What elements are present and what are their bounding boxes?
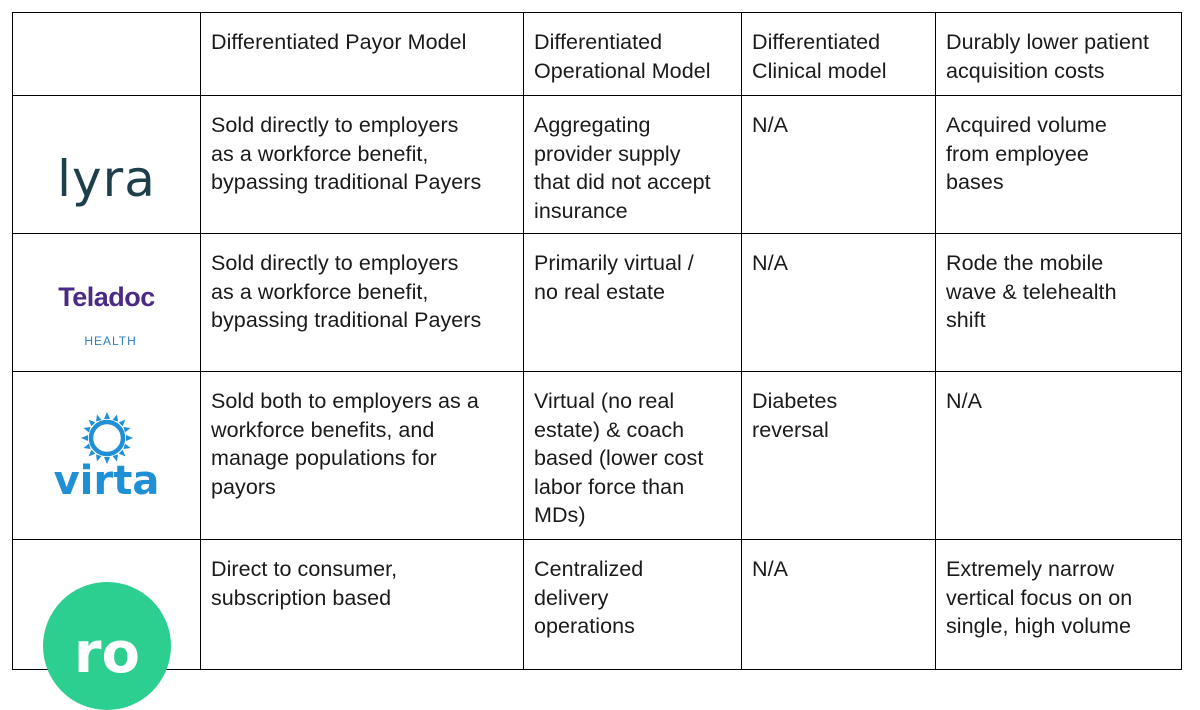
- table-cell: Diabetes reversal: [742, 372, 936, 540]
- table-cell: Direct to consumer, subscription based: [201, 540, 524, 670]
- table-cell: Extremely narrow vertical focus on on single, high volume: [936, 540, 1182, 670]
- lyra-logo: lyra: [57, 149, 156, 208]
- ro-circle-logo: [43, 582, 171, 710]
- teladoc-health-logo: [58, 263, 155, 369]
- table-cell: Centralized delivery operations: [524, 540, 742, 670]
- logo-cell-teladoc: [13, 234, 201, 372]
- header-acquisition-costs: Durably lower patient acquisition costs: [936, 13, 1182, 96]
- logo-cell-ro: [13, 540, 201, 686]
- table-cell: Virtual (no real estate) & coach based (lower cost labor force than MDs): [524, 372, 742, 540]
- table-row-lyra: [13, 96, 1182, 234]
- header-corner-cell: [13, 13, 201, 96]
- teladoc-logo-text: Teladoc: [58, 282, 155, 312]
- comparison-table-container: [12, 12, 1182, 686]
- table-cell: N/A: [742, 234, 936, 372]
- virta-logo: [13, 411, 200, 504]
- table-cell: Acquired volume from employee bases: [936, 96, 1182, 234]
- table-row-virta: [13, 372, 1182, 540]
- logo-cell-virta: [13, 372, 201, 540]
- ro-logo-text: ro: [73, 621, 141, 686]
- table-cell: N/A: [936, 372, 1182, 540]
- virta-logo-text: virta: [53, 457, 160, 504]
- table-cell: Sold both to employers as a workforce benefits, and manage populations for payors: [201, 372, 524, 540]
- table-cell: Sold directly to employers as a workforce benefit, bypassing traditional Payers: [201, 234, 524, 372]
- table-cell: Primarily virtual / no real estate: [524, 234, 742, 372]
- table-row-teladoc: [13, 234, 1182, 372]
- table-cell: N/A: [742, 540, 936, 670]
- virta-sun-icon: [80, 411, 134, 465]
- header-operational-model: Differentiated Operational Model: [524, 13, 742, 96]
- table-cell: Aggregating provider supply that did not accept insurance: [524, 96, 742, 234]
- table-row-ro: [13, 540, 1182, 670]
- header-clinical-model: Differentiated Clinical model: [742, 13, 936, 96]
- table-cell: N/A: [742, 96, 936, 234]
- table-cell: Rode the mobile wave & telehealth shift: [936, 234, 1182, 372]
- logo-cell-lyra: [13, 96, 201, 234]
- table-cell: Sold directly to employers as a workforce benefit, bypassing traditional Payers: [201, 96, 524, 234]
- header-payor-model: Differentiated Payor Model: [201, 13, 524, 96]
- comparison-table: [12, 12, 1182, 686]
- teladoc-logo-subtext: HEALTH: [84, 333, 137, 348]
- table-header-row: [13, 13, 1182, 96]
